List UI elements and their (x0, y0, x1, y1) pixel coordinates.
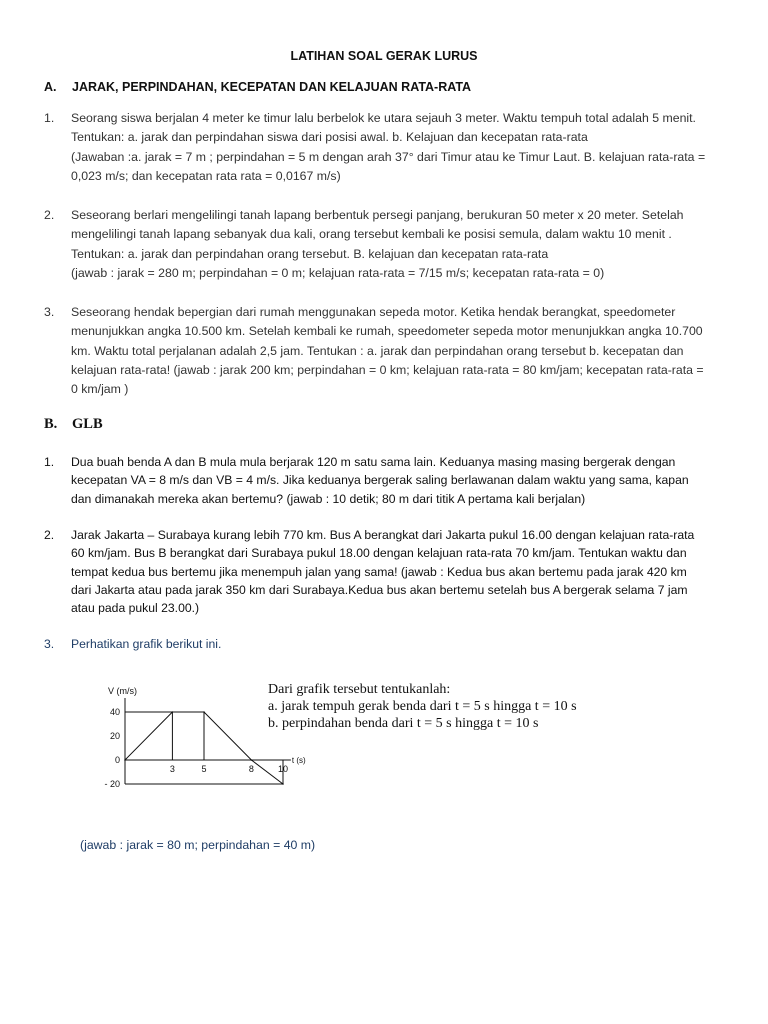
section-a-heading (44, 80, 471, 94)
y-tick-label: 20 (109, 731, 120, 741)
question-number: 2. (44, 208, 55, 222)
x-tick-label: 8 (248, 764, 254, 774)
x-tick-label: 5 (201, 764, 207, 774)
data-point (251, 759, 253, 761)
data-point (124, 759, 126, 761)
question-line: Tentukan: a. jarak dan perpindahan orang tersebut. B. kelajuan dan kecepatan rata-rata (71, 246, 549, 261)
section-b-title: GLB (72, 416, 103, 432)
velocity-time-chart (90, 676, 306, 800)
question-number: 2. (44, 528, 55, 542)
y-tick-label: - 20 (104, 779, 120, 789)
section-b-label: B. (44, 416, 58, 432)
y-tick-label: 0 (114, 755, 120, 765)
question-line: (Jawaban :a. jarak = 7 m ; perpindahan = 5 m dengan arah 37° dari Timur atau ke Timur Laut. B. kelajuan rata-rata = (71, 149, 706, 164)
figure-instructions (268, 681, 577, 732)
question-line: Perhatikan grafik berikut ini. (71, 637, 222, 651)
question-a1 (44, 109, 734, 186)
question-b3 (44, 635, 734, 653)
question-line: tempat kedua bus bertemu jika menempuh jalan yang sama! (jawab : Kedua bus akan bertemu pada jarak 420 km (71, 564, 687, 579)
question-b2 (44, 526, 734, 617)
section-a-label: A. (44, 80, 57, 94)
question-number: 1. (44, 111, 55, 125)
question-line: Seorang siswa berjalan 4 meter ke timur lalu berbelok ke utara sejauh 3 meter. Waktu tempuh total adalah 5 menit. (71, 111, 696, 125)
question-line: kecepatan VA = 8 m/s dan VB = 4 m/s. Jika keduanya bergerak saling berlawanan dalam waktu yang sama, kapan (71, 473, 689, 488)
section-a-title: JARAK, PERPINDAHAN, KECEPATAN DAN KELAJUAN RATA-RATA (72, 80, 472, 94)
section-b-heading (44, 416, 103, 433)
x-tick-label: 3 (169, 764, 175, 774)
question-number: 1. (44, 455, 55, 469)
question-line: Seseorang berlari mengelilingi tanah lapang berbentuk persegi panjang, berukuran 50 meter x 20 meter. Setelah (71, 208, 684, 222)
question-line: 0,023 m/s; dan kecepatan rata rata = 0,0167 m/s) (71, 168, 341, 183)
question-b1 (44, 453, 734, 508)
question-a3 (44, 303, 734, 399)
question-line: menunjukkan angka 10.500 km. Setelah kembali ke rumah, speedometer sepeda motor menunjukkan angka 10.700 (71, 324, 703, 339)
figure-answer: (jawab : jarak = 80 m; perpindahan = 40 m) (80, 838, 316, 852)
x-axis-label: t (s) (291, 756, 306, 765)
question-line: dari Jakarta atau pada jarak 350 km dari Surabaya.Kedua bus akan bertemu setelah bus A bergerak selama 7 jam (71, 582, 688, 597)
question-line: km. Waktu total perjalanan adalah 2,5 jam. Tentukan : a. jarak dan perpindahan orang tersebut b. kecepatan dan (71, 343, 684, 358)
question-line: (jawab : jarak = 280 m; perpindahan = 0 m; kelajuan rata-rata = 7/15 m/s; kecepatan rata-rata = 0) (71, 265, 605, 280)
question-number: 3. (44, 637, 55, 651)
question-line: Jarak Jakarta – Surabaya kurang lebih 770 km. Bus A berangkat dari Jakarta pukul 16.00 dengan kelajuan rata-rata (71, 528, 695, 542)
x-tick-label: 10 (277, 764, 289, 774)
y-axis-label: V (m/s) (108, 686, 137, 696)
y-tick-label: 40 (109, 707, 120, 717)
instruction-line: a. jarak tempuh gerak benda dari t = 5 s hingga t = 10 s (268, 699, 577, 714)
document-title: LATIHAN SOAL GERAK LURUS (290, 49, 478, 63)
instruction-line: b. perpindahan benda dari t = 5 s hingga t = 10 s (268, 716, 539, 731)
data-point (203, 711, 205, 713)
question-line: Seseorang hendak bepergian dari rumah menggunakan sepeda motor. Ketika hendak berangkat, speedometer (71, 305, 676, 319)
question-line: Dua buah benda A dan B mula mula berjarak 120 m satu sama lain. Keduanya masing masing bergerak dengan (71, 455, 676, 469)
question-line: atau pada pukul 23.00.) (71, 601, 200, 616)
question-line: dan dimanakah mereka akan bertemu? (jawab : 10 detik; 80 m dari titik A pertama kali berjalan) (71, 491, 586, 506)
question-a2 (44, 206, 734, 283)
question-line: 60 km/jam. Bus B berangkat dari Surabaya pukul 18.00 dengan kelajuan rata-rata 70 km/jam. Tentukan waktu dan (71, 546, 687, 561)
question-line: 0 km/jam ) (71, 382, 129, 397)
instruction-line: Dari grafik tersebut tentukanlah: (268, 682, 451, 697)
question-number: 3. (44, 305, 55, 319)
data-point (282, 783, 284, 785)
question-line: kelajuan rata-rata! (jawab : jarak 200 km; perpindahan = 0 km; kelajuan rata-rata = 80 km/jam; kecepatan rata-rata = (71, 362, 704, 377)
data-point (172, 711, 174, 713)
question-line: mengelilingi tanah lapang sebanyak dua kali, orang tersebut kembali ke posisi semula, dalam waktu 10 menit . (71, 227, 672, 242)
question-line: Tentukan: a. jarak dan perpindahan siswa dari posisi awal. b. Kelajuan dan kecepatan rata-rata (71, 130, 588, 145)
